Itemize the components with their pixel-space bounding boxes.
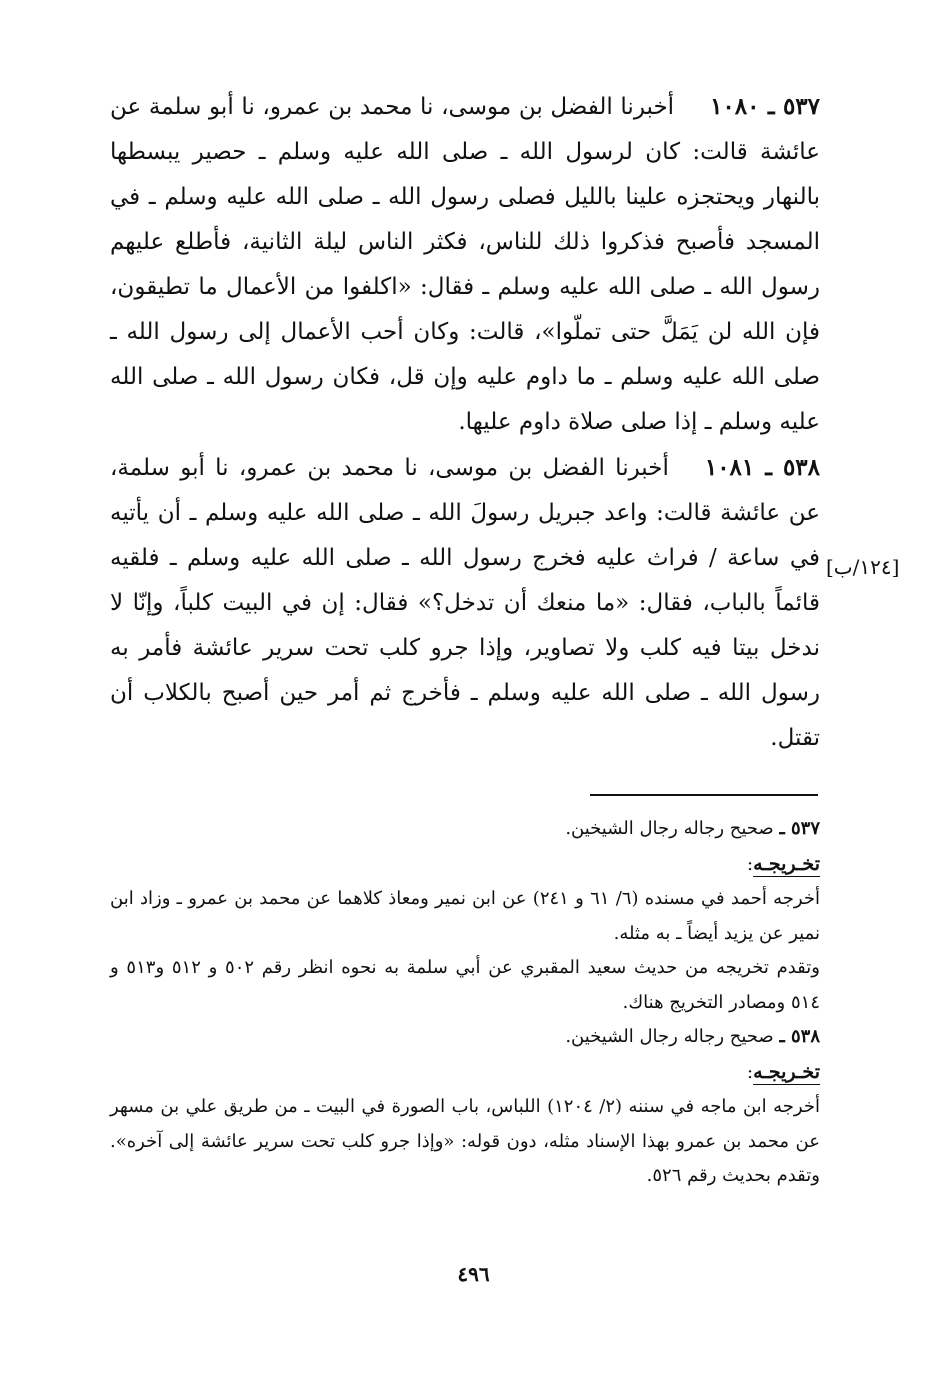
footnote-537-grade: صحيح رجاله رجال الشيخين. (565, 818, 774, 839)
footnote-538-line-1: أخرجه ابن ماجه في سننه (٢/ ١٢٠٤) اللباس، باب الصورة في البيت ـ من طريق علي بن مسهر عن محمد بن عمرو بهذا الإسناد مثله، دون قوله: «وإذا جرو كلب تحت سرير عائشة إلى آخره». وتقدم بحديث رقم ٥٢٦. (110, 1096, 820, 1186)
hadith-537 (110, 84, 820, 445)
footnote-538-number: ٥٣٨ ـ (779, 1026, 820, 1047)
hadith-537-text: أخبرنا الفضل بن موسى، نا محمد بن عمرو، نا أبو سلمة عن عائشة قالت: كان لرسول الله ـ صلى الله عليه وسلم ـ حصير يبسطها بالنهار ويحتجزه علينا بالليل فصلى رسول الله ـ صلى الله عليه وسلم ـ في المسجد فأصبح فذكروا ذلك للناس، فكثر الناس ليلة الثانية، فأطلع عليهم رسول الله ـ صلى الله عليه وسلم ـ فقال: «اكلفوا من الأعمال ما تطيقون، فإن الله لن يَمَلَّ حتى تملّوا»، قالت: وكان أحب الأعمال إلى رسول الله ـ صلى الله عليه وسلم ـ ما داوم عليه وإن قل، فكان رسول الله ـ صلى الله عليه وسلم ـ إذا صلى صلاة داوم عليها. (110, 94, 820, 435)
footnote-537-grade-line (110, 812, 820, 847)
hadith-538-number: ٥٣٨ ـ ١٠٨١ (704, 454, 820, 481)
footnote-538-takhrij-heading: تخـريجـه: (747, 1060, 820, 1083)
footnotes (110, 812, 820, 1194)
footnote-divider (590, 794, 818, 796)
main-text (110, 84, 820, 761)
footnote-538-takhrij-label: تخـريجـه (753, 1060, 820, 1083)
footnote-537-line-1: أخرجه أحمد في مسنده (٦/ ٦١ و ٢٤١) عن ابن نمير ومعاذ كلاهما عن محمد بن عمرو ـ وزاد ابن نمير عن يزيد أيضاً ـ به مثله. (110, 888, 820, 944)
hadith-538 (110, 445, 820, 761)
footnote-537-takhrij-heading: تخـريجـه: (747, 852, 820, 875)
footnote-537-number: ٥٣٧ ـ (779, 818, 820, 839)
footnote-537-line-2: وتقدم تخريجه من حديث سعيد المقبري عن أبي سلمة به نحوه انظر رقم ٥٠٢ و ٥١٢ و٥١٣ و ٥١٤ ومصادر التخريج هناك. (110, 957, 820, 1013)
manuscript-folio-marker: [١٢٤/ب] (826, 555, 900, 579)
footnote-538-grade-line (110, 1020, 820, 1055)
hadith-537-number: ٥٣٧ ـ ١٠٨٠ (710, 93, 820, 120)
page-number: ٤٩٦ (457, 1262, 490, 1286)
footnote-538-grade: صحيح رجاله رجال الشيخين. (565, 1026, 774, 1047)
footnote-537-takhrij-label: تخـريجـه (753, 852, 820, 875)
hadith-538-text: أخبرنا الفضل بن موسى، نا محمد بن عمرو، نا أبو سلمة، عن عائشة قالت: واعد جبريل رسولَ الله ـ صلى الله عليه وسلم ـ أن يأتيه في ساعة / فراث عليه فخرج رسول الله ـ صلى الله عليه وسلم ـ فلقيه قائماً بالباب، فقال: «ما منعك أن تدخل؟» فقال: إن في البيت كلباً، وإنّا لا ندخل بيتا فيه كلب ولا تصاوير، وإذا جرو كلب تحت سرير عائشة فأمر به رسول الله ـ صلى الله عليه وسلم ـ فأخرج ثم أمر حين أصبح بالكلاب أن تقتل. (110, 455, 820, 751)
